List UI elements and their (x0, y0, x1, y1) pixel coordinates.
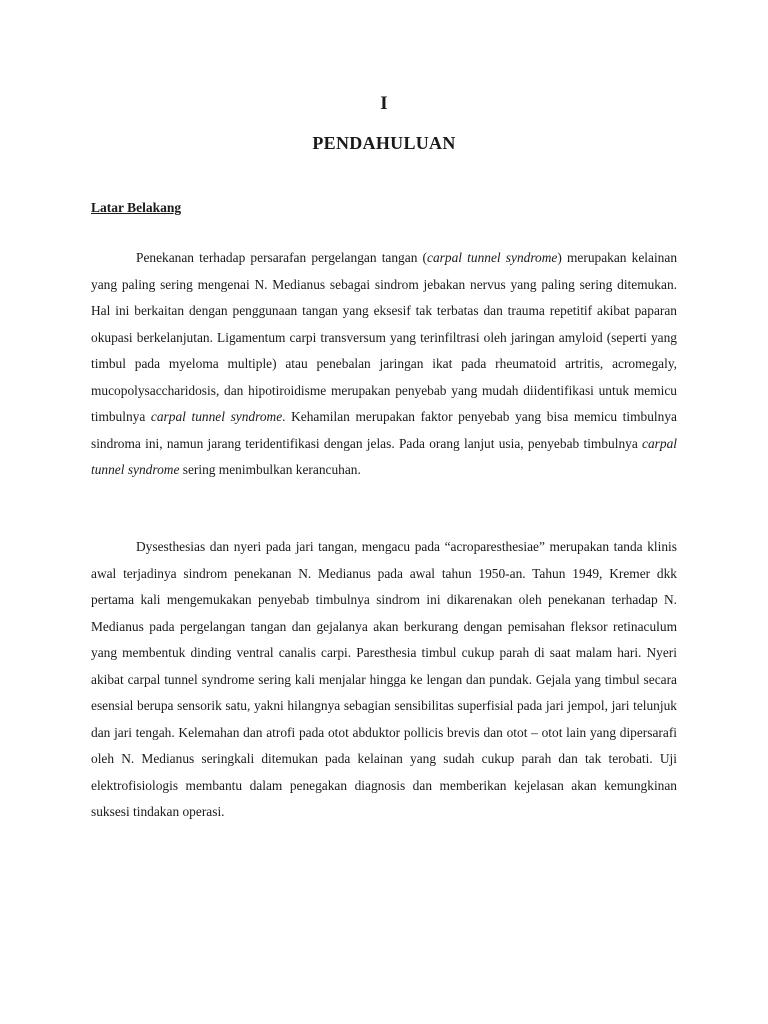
paragraph-1-text-2: ) merupakan kelainan yang paling sering mengenai N. Medianus sebagai sindrom jebakan nervus yang paling sering ditemukan. Hal ini berkaitan dengan penggunaan tangan yang eksesif tak terbatas dan trauma repetitif akibat paparan okupasi berkelanjutan. Ligamentum carpi transversum yang terinfiltrasi oleh jaringan amyloid (seperti yang timbul pada myeloma multiple) atau penebalan jaringan ikat pada rheumatoid artritis, acromegaly, mucopolysaccharidosis, dan hipotiroidisme merupakan penyebab yang mudah diidentifikasi untuk memicu timbulnya (91, 250, 678, 424)
paragraph-1-italic-3: carpal tunnel syndrome (91, 435, 677, 477)
paragraph-1-text-1: Penekanan terhadap persarafan pergelangan tangan ( (136, 250, 428, 265)
paragraph-1-text-3: . Kehamilan merupakan faktor penyebab yang bisa memicu timbulnya sindroma ini, namun jarang teridentifikasi dengan jelas. Pada orang lanjut usia, penyebab timbulnya (91, 409, 677, 451)
paragraph-1-italic-1: carpal tunnel syndrome (427, 250, 558, 265)
paragraph-1-italic-2: carpal tunnel syndrome (150, 409, 283, 424)
chapter-number: I (380, 93, 388, 114)
chapter-title: PENDAHULUAN (312, 133, 456, 153)
paragraph-1 (91, 245, 677, 484)
section-heading: Latar Belakang (91, 200, 182, 215)
paragraph-2: Dysesthesias dan nyeri pada jari tangan, mengacu pada “acroparesthesiae” merupakan tanda klinis awal terjadinya sindrom penekanan N. Medianus pada awal tahun 1950-an. Tahun 1949, Kremer dkk pertama kali mengemukakan penyebab timbulnya sindrom ini dikarenakan oleh penekanan terhadap N. Medianus pada pergelangan tangan dan gejalanya akan berkurang dengan pemisahan fleksor retinaculum yang membentuk dinding ventral canalis carpi. Paresthesia timbul cukup parah di saat malam hari. Nyeri akibat carpal tunnel syndrome sering kali menjalar hingga ke lengan dan pundak. Gejala yang timbul secara esensial berupa sensorik satu, yakni hilangnya sebagian sensibilitas superfisial pada jari jempol, jari telunjuk dan jari tengah. Kelemahan dan atrofi pada otot abduktor pollicis brevis dan otot – otot lain yang dipersarafi oleh N. Medianus seringkali ditemukan pada kelainan yang sudah cukup parah dan tak terobati. Uji elektrofisiologis membantu dalam penegakan diagnosis dan memberikan kejelasan akan kemungkinan suksesi tindakan operasi. (91, 539, 677, 819)
paragraph-1-text-4: sering menimbulkan kerancuhan. (179, 462, 361, 477)
